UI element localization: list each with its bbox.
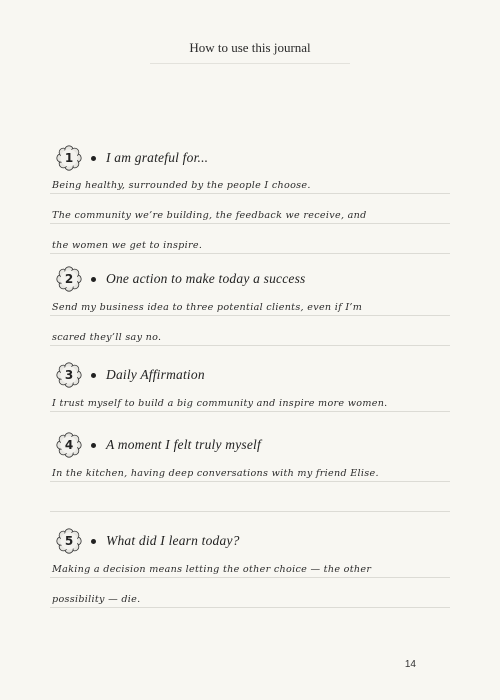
handwritten-answer: The community we’re building, the feedback we receive, and	[52, 210, 367, 221]
writing-line	[50, 170, 450, 194]
handwritten-answer: In the kitchen, having deep conversations with my friend Elise.	[52, 468, 379, 479]
writing-line	[50, 322, 450, 346]
handwritten-answer: I trust myself to build a big community and inspire more women.	[52, 398, 388, 409]
handwritten-answer: Send my business idea to three potential clients, even if I’m	[52, 302, 363, 313]
page-number: 14	[404, 659, 416, 670]
number-badge-icon: 2	[56, 266, 82, 292]
prompt-row	[56, 362, 205, 388]
prompt-row	[56, 528, 240, 554]
number-badge-icon: 5	[56, 528, 82, 554]
prompt-row	[56, 145, 208, 171]
bullet-icon	[91, 373, 96, 378]
writing-line	[50, 584, 450, 608]
writing-line	[50, 488, 450, 512]
writing-line	[50, 458, 450, 482]
page-title: How to use this journal	[189, 40, 311, 55]
prompt-text: One action to make today a success	[106, 271, 306, 286]
bullet-icon	[91, 277, 96, 282]
handwritten-answer: possibility — die.	[52, 594, 141, 605]
number-badge-icon: 3	[56, 362, 82, 388]
handwritten-answer: Being healthy, surrounded by the people I choose.	[52, 180, 311, 191]
prompt-text: What did I learn today?	[106, 533, 240, 548]
handwritten-answer: the women we get to inspire.	[52, 240, 203, 251]
prompt-text: I am grateful for...	[106, 150, 209, 165]
prompt-row	[56, 432, 261, 458]
handwritten-answer: scared they’ll say no.	[52, 332, 162, 343]
bullet-icon	[91, 156, 96, 161]
number-badge-icon: 4	[56, 432, 82, 458]
prompt-text: Daily Affirmation	[106, 367, 205, 382]
bullet-icon	[91, 539, 96, 544]
prompt-row	[56, 266, 306, 292]
writing-line	[50, 554, 450, 578]
writing-line	[50, 230, 450, 254]
title-divider	[150, 63, 350, 64]
handwritten-answer: Making a decision means letting the other choice — the other	[52, 564, 372, 575]
number-badge-icon: 1	[56, 145, 82, 171]
prompt-text: A moment I felt truly myself	[106, 437, 261, 452]
writing-line	[50, 200, 450, 224]
writing-line	[50, 292, 450, 316]
bullet-icon	[91, 443, 96, 448]
writing-line	[50, 388, 450, 412]
